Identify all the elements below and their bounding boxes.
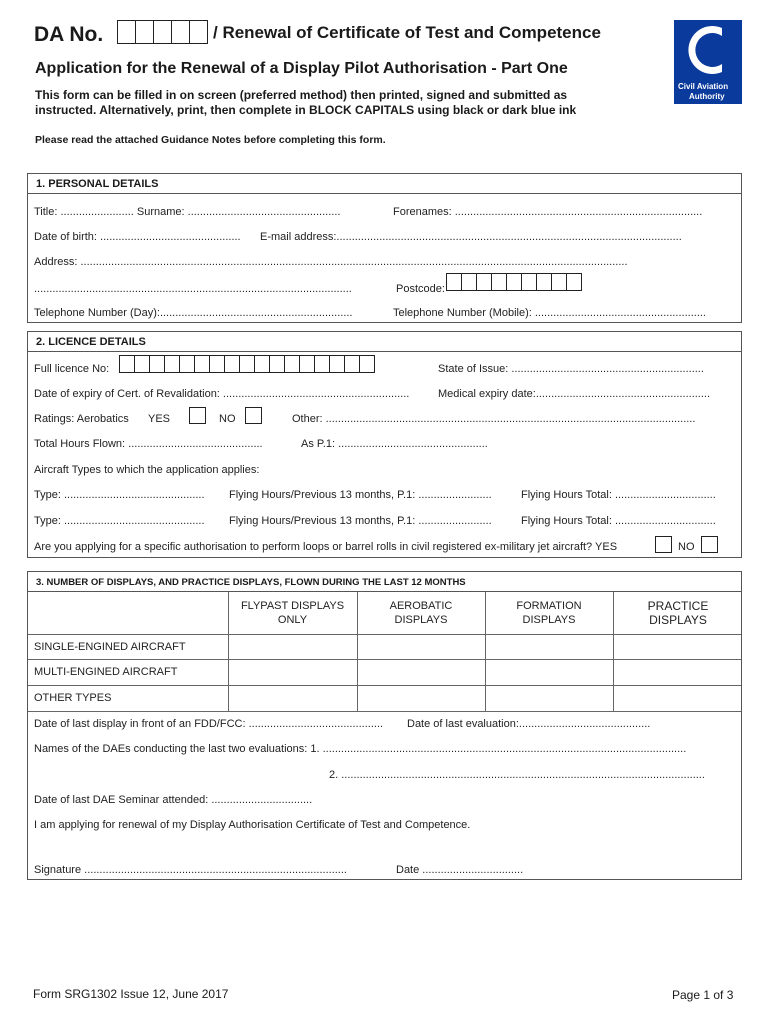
loops-question: Are you applying for a specific authorisation to perform loops or barrel rolls in civil registered ex-military jet aircraft? YES — [34, 541, 618, 553]
da-no-label: DA No. — [34, 23, 104, 46]
ratings-no-checkbox[interactable] — [245, 407, 262, 424]
address-line-2[interactable]: ........................................................................................................ — [34, 283, 352, 295]
flying-total-field-2[interactable]: Flying Hours Total: ................................. — [521, 515, 716, 527]
caa-logo-icon — [674, 20, 742, 80]
form-title: / Renewal of Certificate of Test and Competence — [213, 23, 601, 42]
last-evaluation-field[interactable]: Date of last evaluation:........................................... — [407, 718, 651, 730]
instructions-line-2: instructed. Alternatively, print, then complete in BLOCK CAPITALS using black or dark blue ink — [35, 103, 577, 117]
as-p1-field[interactable]: As P.1: ................................................. — [301, 438, 488, 450]
tel-day-field[interactable]: Telephone Number (Day):............................................................... — [34, 307, 353, 319]
flying-total-field-1[interactable]: Flying Hours Total: ................................. — [521, 489, 716, 501]
ratings-yes-label: YES — [148, 413, 171, 425]
instructions-line-1: This form can be filled in on screen (preferred method) then printed, signed and submitted as — [35, 88, 568, 102]
total-hours-field[interactable]: Total Hours Flown: ............................................ — [34, 438, 263, 450]
logo-text-1: Civil Aviation — [678, 82, 729, 91]
col-formation: FORMATION DISPLAYS — [516, 600, 582, 626]
row-single-engined: SINGLE-ENGINED AIRCRAFT — [34, 641, 186, 653]
col-practice: PRACTICE DISPLAYS — [647, 599, 709, 627]
section-licence-details — [27, 331, 742, 558]
postcode-label: Postcode: — [396, 283, 445, 295]
title-surname-field[interactable]: Title: ........................ Surname: .................................................. — [34, 206, 341, 218]
type-field-2[interactable]: Type: .............................................. — [34, 515, 205, 527]
section-1-heading: 1. PERSONAL DETAILS — [28, 174, 741, 194]
date-field[interactable]: Date ................................. — [396, 864, 524, 876]
aircraft-types-label: Aircraft Types to which the application applies: — [34, 464, 260, 476]
ratings-other-field[interactable]: Other: ......................................................................................................................... — [292, 413, 696, 425]
forenames-field[interactable]: Forenames: ................................................................................. — [393, 206, 703, 218]
declaration-text: I am applying for renewal of my Display Authorisation Certificate of Test and Competence. — [34, 819, 471, 831]
flying-prev-field-1[interactable]: Flying Hours/Previous 13 months, P.1: ........................ — [229, 489, 492, 501]
loops-no-label: NO — [678, 541, 695, 553]
flying-prev-field-2[interactable]: Flying Hours/Previous 13 months, P.1: ........................ — [229, 515, 492, 527]
dob-field[interactable]: Date of birth: .............................................. — [34, 231, 241, 243]
type-field-1[interactable]: Type: .............................................. — [34, 489, 205, 501]
table-divider — [28, 659, 741, 660]
logo-text-2: Authority — [689, 92, 725, 101]
state-of-issue-field[interactable]: State of Issue: ............................................................... — [438, 363, 704, 375]
table-divider — [28, 711, 741, 712]
full-licence-label: Full licence No: — [34, 363, 110, 375]
ratings-label: Ratings: Aerobatics — [34, 413, 129, 425]
da-no-boxes[interactable] — [118, 20, 208, 44]
row-multi-engined: MULTI-ENGINED AIRCRAFT — [34, 666, 178, 678]
loops-yes-checkbox[interactable] — [655, 536, 672, 553]
col-flypast: FLYPAST DISPLAYS ONLY — [240, 600, 345, 626]
table-divider — [28, 685, 741, 686]
section-3-heading: 3. NUMBER OF DISPLAYS, AND PRACTICE DISPLAYS, FLOWN DURING THE LAST 12 MONTHS — [28, 572, 741, 592]
licence-no-boxes[interactable] — [120, 355, 375, 373]
daes-field-1[interactable]: Names of the DAEs conducting the last two evaluations: 1. ....................................................................................................................... — [34, 743, 687, 755]
table-divider — [28, 634, 741, 635]
form-subtitle: Application for the Renewal of a Display Pilot Authorisation - Part One — [35, 60, 568, 77]
last-display-field[interactable]: Date of last display in front of an FDD/FCC: ............................................ — [34, 718, 384, 730]
revalidation-expiry-field[interactable]: Date of expiry of Cert. of Revalidation: ............................................................. — [34, 388, 410, 400]
ratings-no-label: NO — [219, 413, 236, 425]
section-2-heading: 2. LICENCE DETAILS — [28, 332, 741, 352]
col-aerobatic: AEROBATIC DISPLAYS — [389, 600, 453, 626]
row-other-types: OTHER TYPES — [34, 692, 112, 704]
caa-logo — [674, 20, 742, 104]
email-field[interactable]: E-mail address:................................................................................................................. — [260, 231, 682, 243]
medical-expiry-field[interactable]: Medical expiry date:......................................................... — [438, 388, 711, 400]
loops-no-checkbox[interactable] — [701, 536, 718, 553]
address-field[interactable]: Address: ................................................................................................................................................................................... — [34, 256, 628, 268]
section-displays — [27, 571, 742, 880]
guidance-note: Please read the attached Guidance Notes before completing this form. — [35, 134, 386, 146]
form-id: Form SRG1302 Issue 12, June 2017 — [33, 987, 229, 1001]
dae-seminar-field[interactable]: Date of last DAE Seminar attended: ................................. — [34, 794, 313, 806]
section-personal-details — [27, 173, 742, 323]
ratings-yes-checkbox[interactable] — [189, 407, 206, 424]
postcode-boxes[interactable] — [447, 273, 582, 291]
signature-field[interactable]: Signature ...................................................................................... — [34, 864, 347, 876]
tel-mobile-field[interactable]: Telephone Number (Mobile): ........................................................ — [393, 307, 706, 319]
page-number: Page 1 of 3 — [672, 988, 734, 1002]
daes-field-2[interactable]: 2. ....................................................................................................................... — [329, 769, 705, 781]
